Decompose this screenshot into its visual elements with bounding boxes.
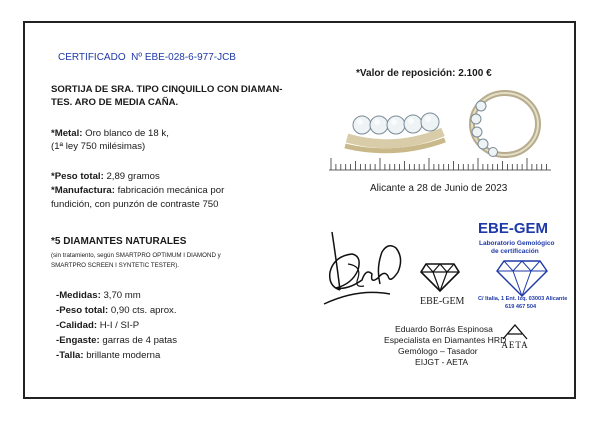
- spec-label: -Engaste:: [56, 335, 100, 346]
- signatory-role-1: Especialista en Diamantes HRD: [384, 335, 507, 345]
- ring-photo: [335, 88, 550, 160]
- spec-value: brillante moderna: [86, 350, 161, 361]
- diamonds-note-2: SMARTPRO SCREEN I SYNTETIC TESTER).: [51, 262, 180, 269]
- lab-address: C/ Italia, 1 Ent. Izq. 03003 Alicante: [478, 296, 568, 302]
- aeta-text: AETA: [501, 340, 529, 350]
- weight-value: 2,89 gramos: [106, 171, 160, 182]
- weight-label: *Peso total:: [51, 171, 104, 182]
- place-date: Alicante a 28 de Junio de 2023: [370, 183, 508, 194]
- spec-label: -Calidad:: [56, 320, 98, 331]
- manufacture-line: [51, 185, 224, 197]
- logo-caption: EBE-GEM: [420, 296, 465, 307]
- metal-value: Oro blanco de 18 k,: [85, 128, 169, 139]
- certificate-number-line: [58, 52, 236, 64]
- replacement-value: 2.100 €: [458, 68, 492, 79]
- ebe-gem-diamond-logo: [420, 262, 460, 292]
- spec-label: -Medidas:: [56, 290, 101, 301]
- spec-row: [56, 305, 177, 317]
- item-title-line2: TES. ARO DE MEDIA CAÑA.: [51, 97, 179, 108]
- lab-subtitle-2: de certificación: [491, 248, 539, 255]
- lab-diamond-icon: [496, 259, 548, 297]
- diamonds-note-1: (sin tratamiento, según SMARTPRO OPTIMUM I DIAMOND y: [51, 252, 221, 259]
- manufacture-label: *Manufactura:: [51, 185, 115, 196]
- certificate-label: CERTIFICADO: [58, 52, 126, 63]
- signatory-role-3: EIJGT - AETA: [415, 357, 469, 367]
- spec-row: [56, 335, 177, 347]
- spec-row: [56, 320, 139, 332]
- spec-value: 3,70 mm: [103, 290, 141, 301]
- spec-value: 0,90 cts. aprox.: [110, 305, 177, 316]
- metal-label: *Metal:: [51, 128, 83, 139]
- replacement-value-line: [356, 68, 492, 80]
- weight-line: [51, 171, 160, 183]
- spec-row: [56, 350, 160, 362]
- measurement-ruler: [329, 155, 551, 173]
- metal-line: [51, 128, 169, 140]
- lab-phone: 619 467 504: [505, 304, 537, 310]
- lab-name: EBE-GEM: [478, 220, 549, 237]
- replacement-label: *Valor de reposición:: [356, 68, 456, 79]
- item-title-line1: SORTIJA DE SRA. TIPO CINQUILLO CON DIAMAN-: [51, 84, 283, 95]
- certificate-number: Nº EBE-028-6-977-JCB: [131, 52, 236, 63]
- metal-detail: (1ª ley 750 milésimas): [51, 141, 146, 152]
- signatory-role-2: Gemólogo – Tasador: [398, 346, 478, 356]
- spec-label: -Talla:: [56, 350, 84, 361]
- spec-row: [56, 290, 141, 302]
- lab-subtitle-1: Laboratorio Gemológico: [479, 240, 555, 247]
- manufacture-detail: fundición, con punzón de contraste 750: [51, 199, 219, 210]
- spec-value: garras de 4 patas: [102, 335, 178, 346]
- manufacture-value: fabricación mecánica por: [117, 185, 225, 196]
- spec-label: -Peso total:: [56, 305, 109, 316]
- signature: [318, 228, 418, 310]
- signatory-name: Eduardo Borrás Espinosa: [395, 324, 493, 334]
- aeta-mark: [500, 324, 530, 360]
- diamonds-heading: *5 DIAMANTES NATURALES: [51, 236, 187, 247]
- spec-value: H-I / SI-P: [99, 320, 140, 331]
